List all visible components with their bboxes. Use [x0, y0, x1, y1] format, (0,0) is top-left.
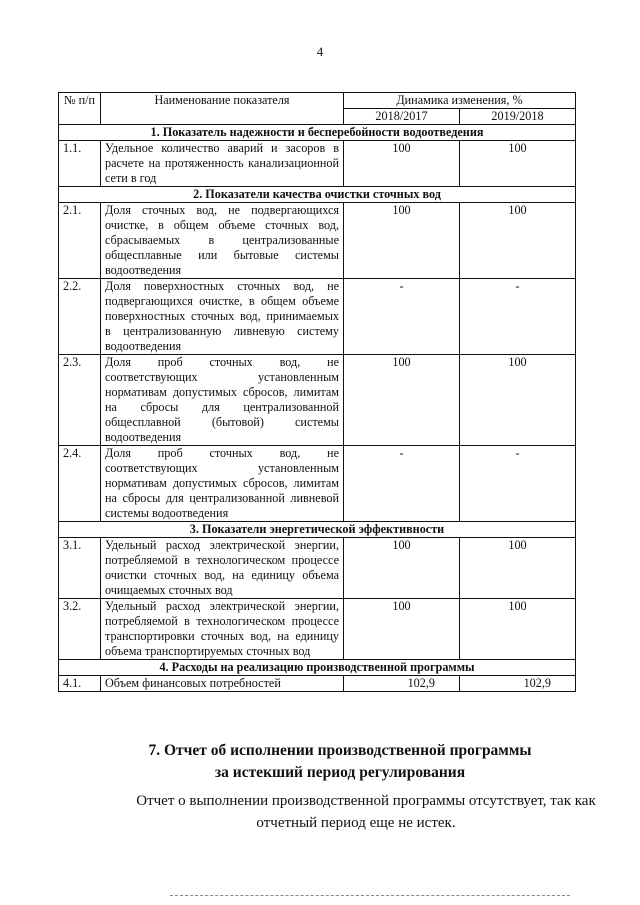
row-value-a: - [344, 446, 460, 522]
row-name: Доля поверхностных сточных вод, не подвергающихся очистке, в общем объеме поверхностных сточных вод, принимаемых в централизованную ливневую систему водоотведения [101, 279, 344, 355]
section-title: 2. Показатели качества очистки сточных вод [59, 187, 576, 203]
table-row [59, 446, 576, 522]
row-value-b: 100 [460, 599, 576, 660]
table-header-row [59, 93, 576, 109]
row-value-b: 100 [460, 538, 576, 599]
header-name: Наименование показателя [101, 93, 344, 125]
section-title: 4. Расходы на реализацию производственной программы [59, 660, 576, 676]
row-num: 1.1. [59, 141, 101, 187]
row-num: 2.4. [59, 446, 101, 522]
table-row [59, 599, 576, 660]
table-row [59, 279, 576, 355]
table-row [59, 141, 576, 187]
row-value-a: 100 [344, 203, 460, 279]
section-row [59, 522, 576, 538]
section-7-heading-line2: за истекший период регулирования [214, 764, 466, 781]
row-value-b: 102,9 [460, 676, 576, 692]
row-value-a: 100 [344, 599, 460, 660]
row-value-b: 100 [460, 355, 576, 446]
row-value-b: 100 [460, 141, 576, 187]
section-title: 1. Показатель надежности и бесперебойности водоотведения [59, 125, 576, 141]
section-row [59, 187, 576, 203]
row-num: 2.2. [59, 279, 101, 355]
indicators-table [58, 92, 576, 692]
table-row [59, 538, 576, 599]
section-7-heading [0, 740, 640, 784]
row-num: 3.1. [59, 538, 101, 599]
table-row [59, 676, 576, 692]
header-num: № п/п [59, 93, 101, 125]
row-value-a: - [344, 279, 460, 355]
row-name: Доля проб сточных вод, не соответствующих установленным нормативам допустимых сбросов, лимитам на сбросы для централизованной ливневой системы водоотведения [101, 446, 344, 522]
row-value-a: 100 [344, 355, 460, 446]
row-value-b: 100 [460, 203, 576, 279]
row-value-a: 102,9 [344, 676, 460, 692]
table-row [59, 203, 576, 279]
report-paragraph: Отчет о выполнении производственной программы отсутствует, так как отчетный период еще не истек. [136, 793, 596, 831]
header-dynamics: Динамика изменения, % [344, 93, 576, 109]
table-row [59, 355, 576, 446]
row-name: Удельный расход электрической энергии, потребляемой в технологическом процессе очистки сточных вод, на единицу объема очищаемых сточных вод [101, 538, 344, 599]
page-number: 4 [316, 44, 324, 59]
row-name: Удельное количество аварий и засоров в расчете на протяженность канализационной сети в год [101, 141, 344, 187]
row-value-a: 100 [344, 141, 460, 187]
row-value-b: - [460, 446, 576, 522]
row-num: 2.1. [59, 203, 101, 279]
section-row [59, 660, 576, 676]
row-name: Объем финансовых потребностей [101, 676, 344, 692]
footer-divider [170, 895, 570, 896]
section-row [59, 125, 576, 141]
row-num: 3.2. [59, 599, 101, 660]
row-name: Доля проб сточных вод, не соответствующих установленным нормативам допустимых сбросов, лимитам на сбросы для централизованной общесплавной (бытовой) системы водоотведения [101, 355, 344, 446]
row-name: Удельный расход электрической энергии, потребляемой в технологическом процессе транспортировки сточных вод, на единицу объема транспортируемых сточных вод [101, 599, 344, 660]
section-title: 3. Показатели энергетической эффективности [59, 522, 576, 538]
row-num: 2.3. [59, 355, 101, 446]
row-name: Доля сточных вод, не подвергающихся очистке, в общем объеме сточных вод, сбрасываемых в централизованные общесплавные или бытовые системы водоотведения [101, 203, 344, 279]
row-value-a: 100 [344, 538, 460, 599]
row-value-b: - [460, 279, 576, 355]
header-year-a: 2018/2017 [344, 109, 460, 125]
section-7-heading-line1: 7. Отчет об исполнении производственной программы [148, 742, 532, 759]
header-year-b: 2019/2018 [460, 109, 576, 125]
row-num: 4.1. [59, 676, 101, 692]
